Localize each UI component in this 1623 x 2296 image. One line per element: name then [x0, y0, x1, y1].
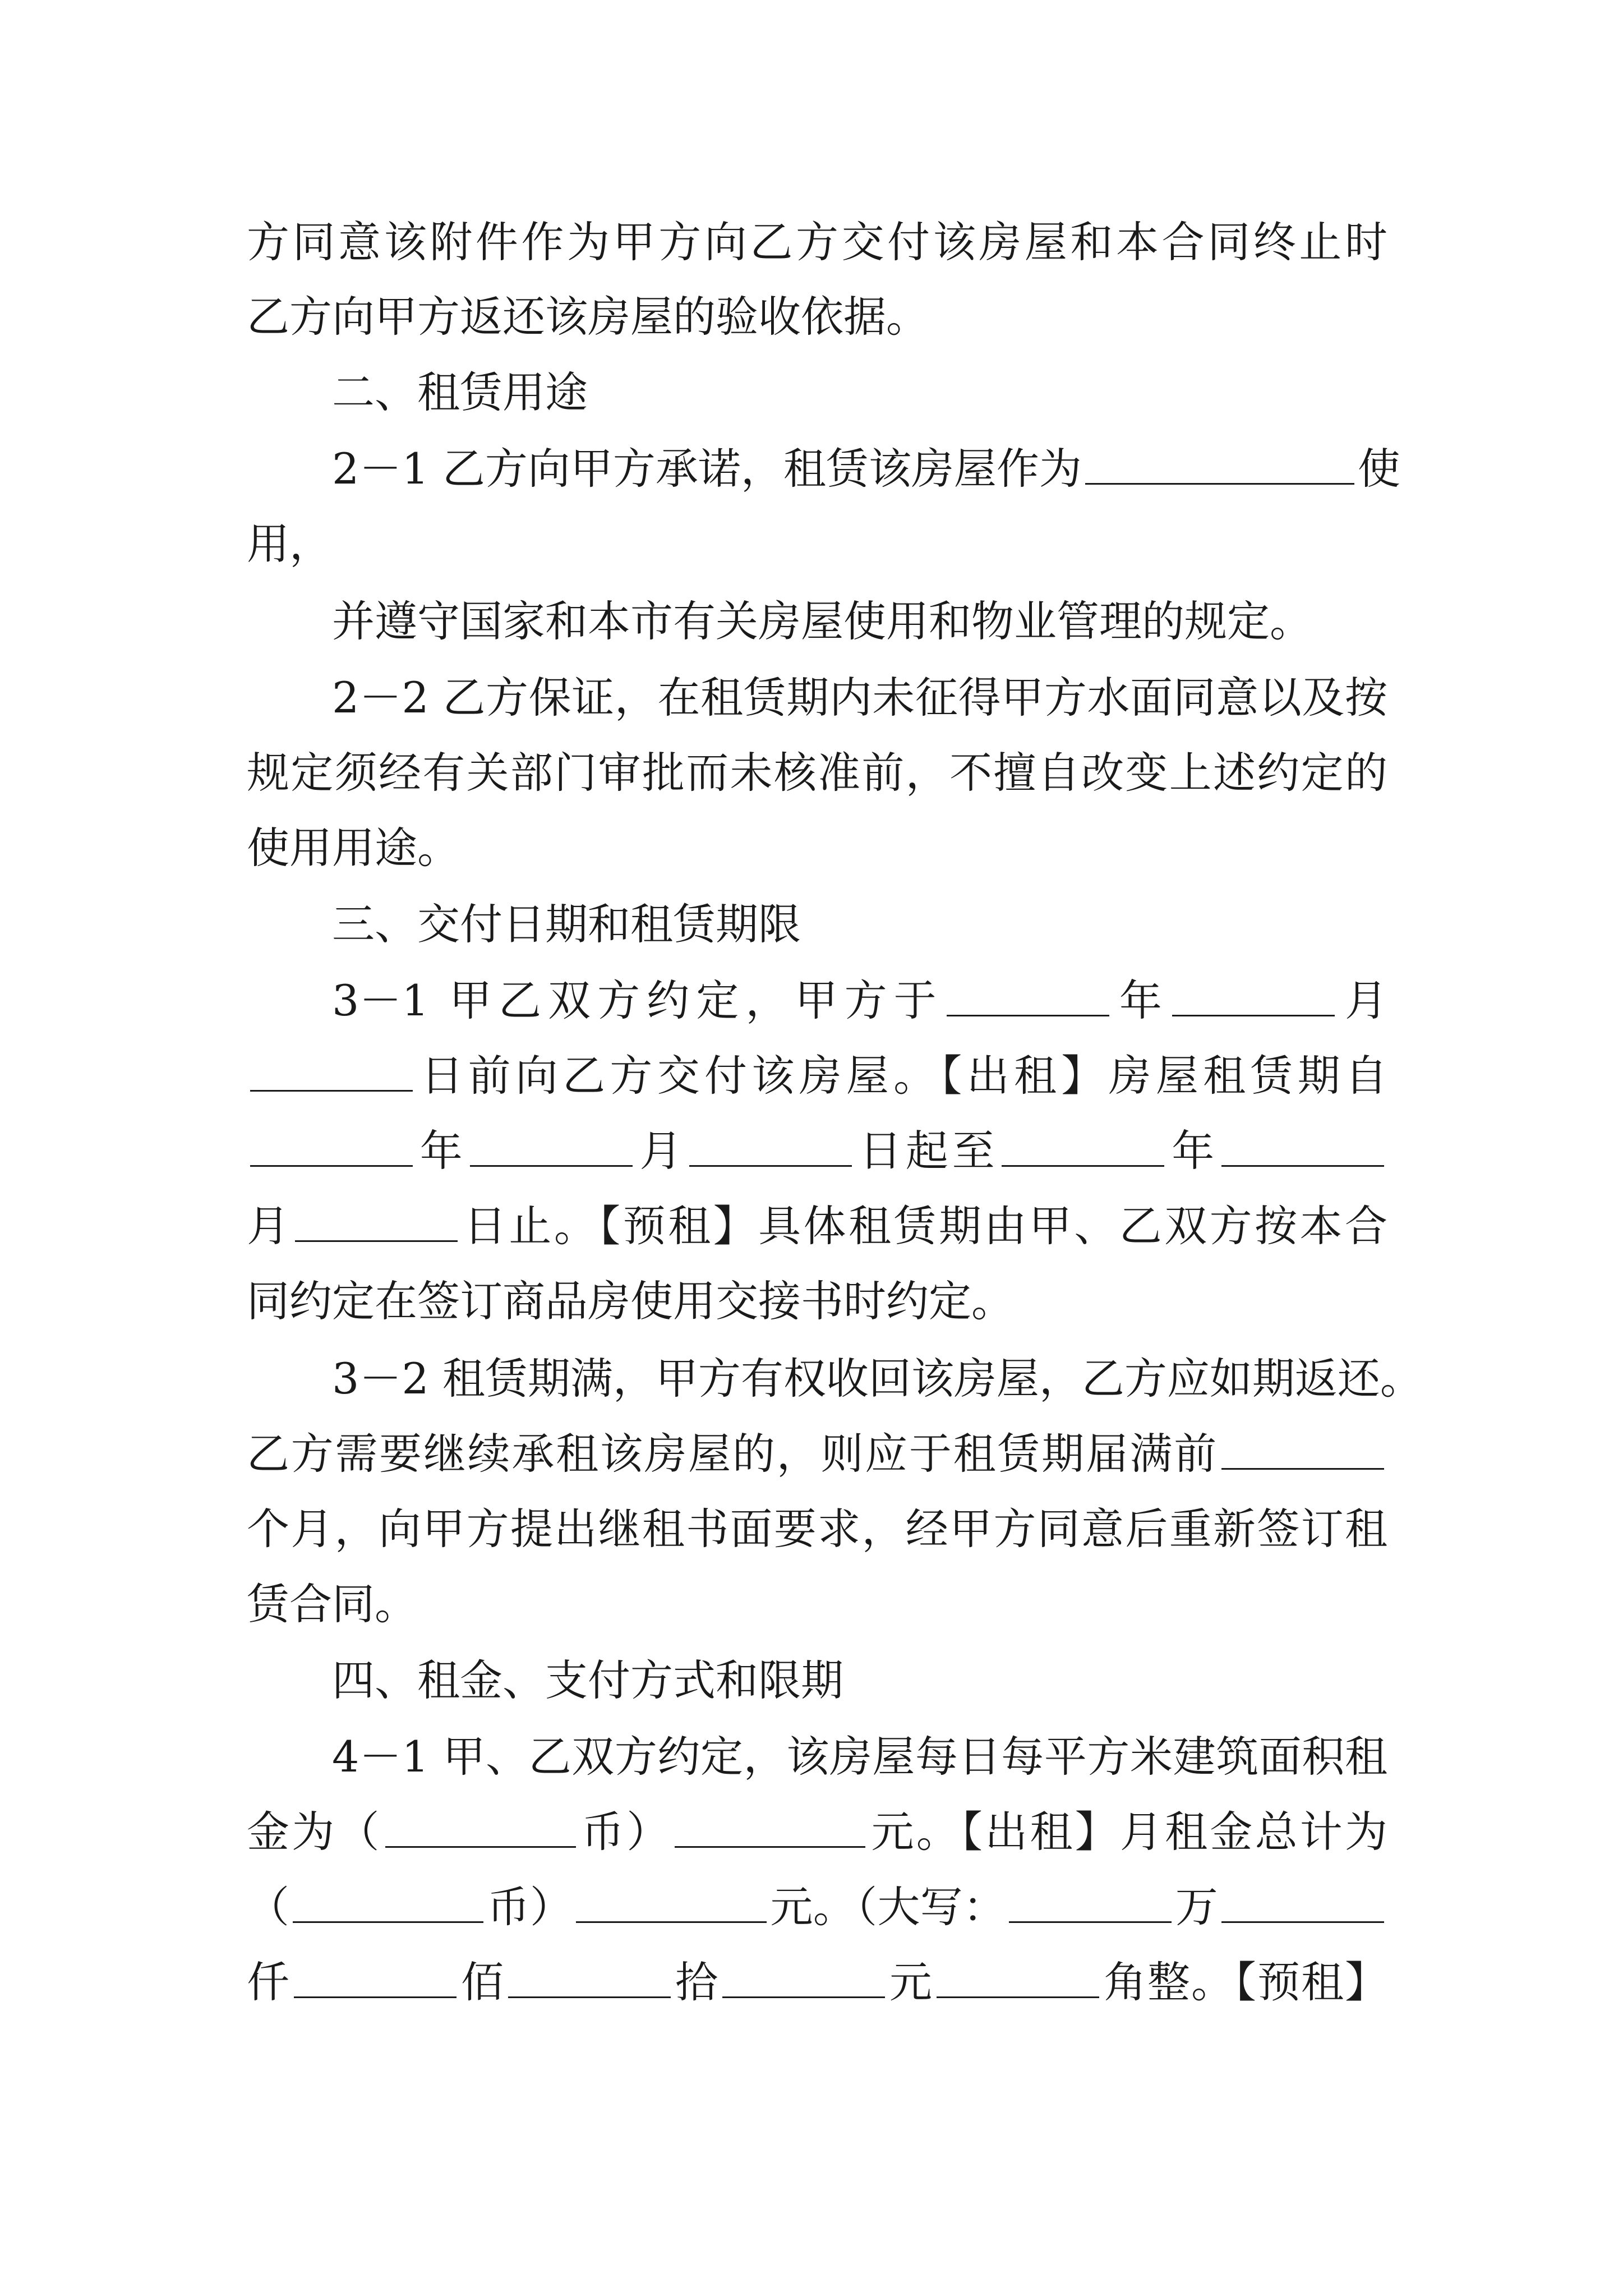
fill-blank[interactable] — [1221, 1882, 1384, 1923]
paragraph-line — [247, 1047, 1387, 1105]
paragraph-line — [247, 213, 1387, 272]
paragraph-line — [247, 1803, 1387, 1861]
paragraph-line — [247, 592, 1387, 651]
text: 年 — [1112, 976, 1169, 1025]
text: 2－2 乙方保证，在租赁期内未征得甲方水面同意以及按 — [332, 673, 1387, 723]
fill-blank[interactable] — [937, 1957, 1099, 1998]
section-heading — [247, 895, 1387, 954]
fill-blank[interactable] — [250, 1051, 413, 1092]
text: 币） — [487, 1882, 573, 1932]
paragraph-line — [247, 972, 1387, 1030]
fill-blank[interactable] — [675, 1807, 865, 1848]
paragraph-line — [247, 1272, 1387, 1331]
text: 个月，向甲方提出继租书面要求，经甲方同意后重新签订租 — [247, 1504, 1387, 1554]
text: 日前向乙方交付该房屋。【出租】房屋租赁期自 — [416, 1051, 1387, 1101]
text: 并遵守国家和本市有关房屋使用和物业管理的规定。 — [332, 596, 1312, 646]
text: 用， — [247, 519, 332, 569]
text: 月 — [247, 1201, 292, 1251]
paragraph-line — [247, 1728, 1387, 1786]
fill-blank[interactable] — [295, 1201, 458, 1242]
fill-blank[interactable] — [576, 1882, 767, 1923]
paragraph-line — [247, 1197, 1387, 1255]
paragraph-line — [247, 744, 1387, 802]
fill-blank[interactable] — [689, 1126, 852, 1167]
fill-blank[interactable] — [1172, 976, 1335, 1016]
text: 佰 — [460, 1957, 505, 2007]
paragraph-line — [247, 1350, 1423, 1408]
text: 日止。【预租】具体租赁期由甲、乙双方按本合 — [461, 1201, 1388, 1251]
text: 元。（大写： — [770, 1882, 1006, 1932]
text: 元 — [888, 1957, 933, 2007]
text: 年 — [1168, 1126, 1219, 1176]
paragraph-line — [247, 819, 1387, 877]
paragraph-line — [247, 1575, 1387, 1634]
paragraph-line — [247, 669, 1387, 727]
heading-text: 四、租金、支付方式和限期 — [332, 1655, 843, 1705]
text: 同约定在签订商品房使用交接书时约定。 — [247, 1276, 1014, 1326]
paragraph-line — [247, 1425, 1387, 1483]
paragraph-line — [247, 1878, 1387, 1936]
heading-text: 二、租赁用途 — [332, 367, 588, 417]
text: 3－1 甲乙双方约定，甲方于 — [332, 976, 943, 1025]
text: 年 — [416, 1126, 467, 1176]
text: 3－2 租赁期满，甲方有权收回该房屋，乙方应如期返还。 — [332, 1354, 1423, 1404]
text: 使用用途。 — [247, 823, 460, 873]
text: 使 — [1357, 444, 1400, 494]
heading-text: 三、交付日期和租赁期限 — [332, 899, 801, 949]
text: 4－1 甲、乙双方约定，该房屋每日每平方米建筑面积租 — [332, 1732, 1387, 1782]
text: 规定须经有关部门审批而未核准前，不擅自改变上述约定的 — [247, 748, 1387, 798]
text: 币） — [579, 1807, 672, 1857]
text: 乙方需要继续承租该房屋的，则应于租赁期届满前 — [247, 1429, 1218, 1479]
fill-blank[interactable] — [1221, 1126, 1384, 1167]
text: 仟 — [247, 1957, 291, 2007]
fill-blank[interactable] — [1085, 444, 1354, 485]
text: 乙方向甲方返还该房屋的验收依据。 — [247, 292, 929, 342]
fill-blank[interactable] — [722, 1957, 885, 1998]
text: 万 — [1175, 1882, 1219, 1932]
text: 金为（ — [247, 1807, 382, 1857]
text: 角整。【预租】 — [1103, 1957, 1387, 2007]
paragraph-line — [247, 440, 1400, 498]
text: 赁合同。 — [247, 1579, 417, 1629]
fill-blank[interactable] — [947, 976, 1109, 1016]
text: （ — [247, 1882, 290, 1932]
paragraph-line — [247, 288, 1387, 346]
text: 月 — [1338, 976, 1388, 1025]
fill-blank[interactable] — [250, 1126, 413, 1167]
fill-blank[interactable] — [293, 1882, 483, 1923]
fill-blank[interactable] — [508, 1957, 671, 1998]
section-heading — [247, 1651, 1387, 1710]
fill-blank[interactable] — [1221, 1429, 1384, 1470]
fill-blank[interactable] — [385, 1807, 576, 1848]
paragraph-line — [247, 1953, 1387, 2012]
text: 方同意该附件作为甲方向乙方交付该房屋和本合同终止时 — [247, 217, 1387, 267]
text: 月 — [635, 1126, 686, 1176]
text: 元。【出租】月租金总计为 — [869, 1807, 1388, 1857]
paragraph-line — [247, 1500, 1387, 1558]
fill-blank[interactable] — [1002, 1126, 1164, 1167]
text: 拾 — [674, 1957, 719, 2007]
fill-blank[interactable] — [470, 1126, 633, 1167]
paragraph-line — [247, 1122, 1387, 1180]
paragraph-line — [247, 515, 1387, 573]
text: 日起至 — [855, 1126, 999, 1176]
section-heading — [247, 364, 1387, 422]
fill-blank[interactable] — [1009, 1882, 1172, 1923]
text: 2－1 乙方向甲方承诺，租赁该房屋作为 — [332, 444, 1082, 494]
fill-blank[interactable] — [294, 1957, 457, 1998]
